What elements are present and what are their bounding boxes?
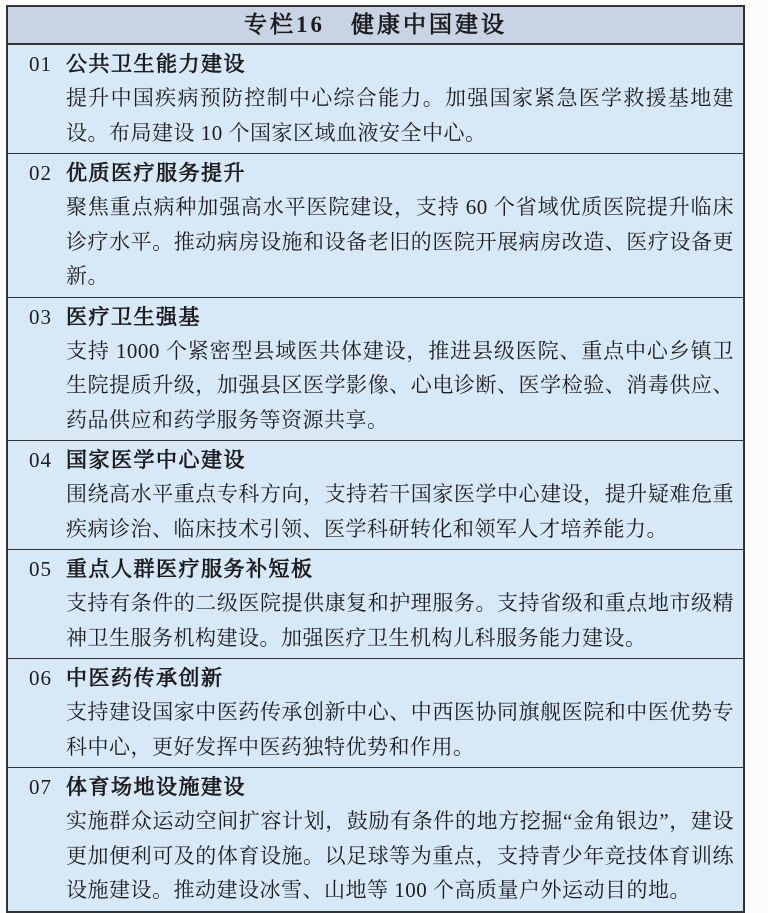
- item-head: [29, 771, 734, 804]
- box-title: 专栏16 健康中国建设: [244, 12, 507, 37]
- item-head: [29, 444, 734, 477]
- item-title: 体育场地设施建设: [66, 775, 246, 799]
- item-number: 05: [29, 557, 52, 581]
- item-number: 07: [29, 775, 52, 799]
- box-item-01: [8, 45, 743, 153]
- box-header: [8, 7, 743, 45]
- item-title: 国家医学中心建设: [66, 448, 246, 472]
- box-item-07: [8, 767, 743, 911]
- item-number: 02: [29, 161, 52, 185]
- item-title: 重点人群医疗服务补短板: [66, 557, 314, 581]
- policy-box: [6, 5, 745, 913]
- item-head: [29, 301, 734, 334]
- box-item-03: [8, 297, 743, 441]
- item-head: [29, 553, 734, 586]
- item-head: [29, 662, 734, 695]
- item-head: [29, 157, 734, 190]
- item-number: 04: [29, 448, 52, 472]
- item-head: [29, 48, 734, 81]
- item-number: 06: [29, 666, 52, 690]
- item-number: 03: [29, 304, 52, 329]
- item-body: 聚焦重点病种加强高水平医院建设，支持 60 个省域优质医院提升临床诊疗水平。推动病房设施和设备老旧的医院开展病房改造、医疗设备更新。: [66, 195, 734, 288]
- item-body: 支持有条件的二级医院提供康复和护理服务。支持省级和重点地市级精神卫生服务机构建设。加强医疗卫生机构儿科服务能力建设。: [66, 591, 734, 650]
- item-body: 支持建设国家中医药传承创新中心、中西医协同旗舰医院和中医优势专科中心，更好发挥中医药独特优势和作用。: [66, 700, 734, 759]
- item-title: 优质医疗服务提升: [66, 161, 246, 185]
- item-body: 实施群众运动空间扩容计划，鼓励有条件的地方挖掘“金角银边”，建设更加便利可及的体育设施。以足球等为重点，支持青少年竞技体育训练设施建设。推动建设冰雪、山地等 100 个高质量户外运动目的地。: [66, 809, 734, 902]
- item-body: 提升中国疾病预防控制中心综合能力。加强国家紧急医学救援基地建设。布局建设 10 个国家区域血液安全中心。: [66, 86, 734, 145]
- box-item-04: [8, 440, 743, 549]
- item-title: 公共卫生能力建设: [66, 52, 246, 76]
- box-item-02: [8, 153, 743, 297]
- item-number: 01: [29, 52, 52, 76]
- item-title: 中医药传承创新: [66, 666, 224, 690]
- box-item-05: [8, 549, 743, 658]
- item-body: 支持 1000 个紧密型县域医共体建设，推进县级医院、重点中心乡镇卫生院提质升级，加强县区医学影像、心电诊断、医学检验、消毒供应、药品供应和药学服务等资源共享。: [66, 338, 734, 432]
- item-title: 医疗卫生强基: [66, 304, 201, 329]
- item-body: 围绕高水平重点专科方向，支持若干国家医学中心建设，提升疑难危重疾病诊治、临床技术引领、医学科研转化和领军人才培养能力。: [66, 482, 734, 541]
- box-item-06: [8, 658, 743, 767]
